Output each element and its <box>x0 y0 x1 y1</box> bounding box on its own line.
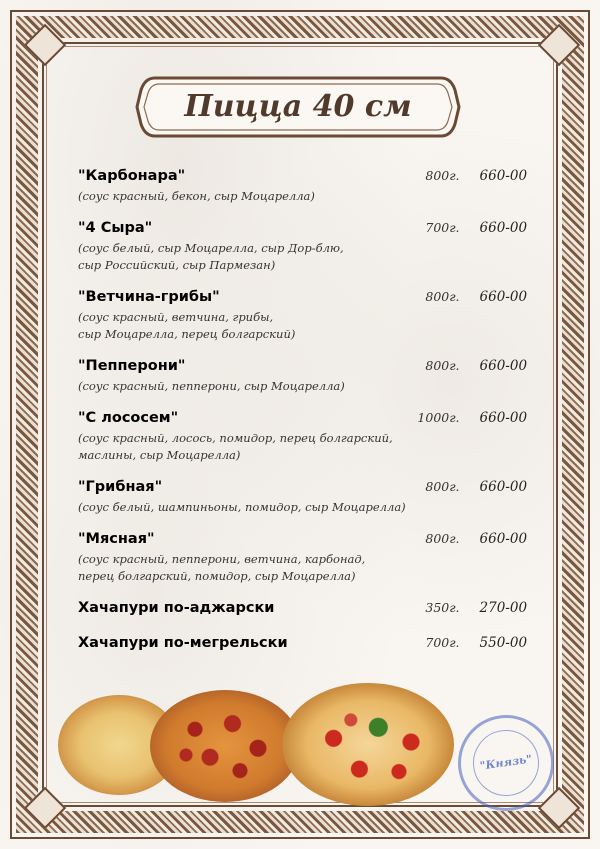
menu-item-weight: 1000г. <box>417 410 460 425</box>
menu-item-price: 660-00 <box>479 289 528 305</box>
menu-item-name: Хачапури по-аджарски <box>78 600 275 616</box>
menu-item-weight: 800г. <box>425 479 460 494</box>
menu-item-weight: 700г. <box>425 220 460 235</box>
menu-item-row <box>78 358 548 378</box>
menu-item-description: (соус красный, ветчина, грибы, <box>78 310 274 324</box>
menu-item-price: 270-00 <box>479 600 528 616</box>
menu-item-description: (соус белый, шампиньоны, помидор, сыр Моцарелла) <box>78 500 406 514</box>
menu-item-price: 660-00 <box>479 220 528 236</box>
menu-item <box>78 410 548 464</box>
menu-item-weight: 350г. <box>425 600 460 615</box>
menu-item-name: Хачапури по-мегрельски <box>78 635 288 651</box>
menu-item-row <box>78 600 548 620</box>
menu-item <box>78 220 548 274</box>
menu-item <box>78 289 548 343</box>
menu-item <box>78 168 548 205</box>
menu-item-description: маслины, сыр Моцарелла) <box>78 448 241 462</box>
menu-item-row <box>78 635 548 655</box>
menu-item-price: 550-00 <box>479 635 528 651</box>
menu-item-description: (соус белый, сыр Моцарелла, сыр Дор-блю, <box>78 241 344 255</box>
menu-item <box>78 358 548 395</box>
menu-item-weight: 800г. <box>425 289 460 304</box>
title-plaque <box>133 68 463 146</box>
menu-item-description: (соус красный, бекон, сыр Моцарелла) <box>78 189 315 203</box>
menu-item-name: "Мясная" <box>78 531 155 547</box>
menu-item-description: (соус красный, пепперони, сыр Моцарелла) <box>78 379 345 393</box>
menu-list <box>78 168 548 670</box>
menu-item-price: 660-00 <box>479 168 528 184</box>
menu-item <box>78 635 548 655</box>
menu-item-row <box>78 479 548 499</box>
menu-item-row <box>78 168 548 188</box>
menu-item <box>78 479 548 516</box>
menu-item-weight: 800г. <box>425 531 460 546</box>
menu-item-name: "Пепперони" <box>78 358 186 374</box>
menu-item-description: перец болгарский, помидор, сыр Моцарелла) <box>78 569 356 583</box>
menu-item-price: 660-00 <box>479 479 528 495</box>
menu-item-price: 660-00 <box>479 410 528 426</box>
page-title: Пицца 40 см <box>184 89 412 124</box>
menu-item-weight: 800г. <box>425 168 460 183</box>
menu-item-row <box>78 220 548 240</box>
menu-item-name: "Карбонара" <box>78 168 186 184</box>
menu-item <box>78 531 548 585</box>
menu-item-name: "4 Сыра" <box>78 220 153 236</box>
stamp-text: "Князь" <box>479 752 533 773</box>
menu-item-description: сыр Российский, сыр Пармезан) <box>78 258 276 272</box>
menu-item-description: (соус красный, лосось, помидор, перец болгарский, <box>78 431 393 445</box>
menu-item-row <box>78 289 548 309</box>
menu-item-row <box>78 410 548 430</box>
pizza-image-pepperoni <box>150 690 300 802</box>
pizza-image-tomato-basil <box>282 683 454 806</box>
menu-item-name: "С лососем" <box>78 410 179 426</box>
menu-item-description: (соус красный, пепперони, ветчина, карбонад, <box>78 552 366 566</box>
menu-item-price: 660-00 <box>479 358 528 374</box>
menu-item-weight: 700г. <box>425 635 460 650</box>
menu-item <box>78 600 548 620</box>
menu-item-name: "Грибная" <box>78 479 163 495</box>
menu-item-price: 660-00 <box>479 531 528 547</box>
menu-item-description: сыр Моцарелла, перец болгарский) <box>78 327 296 341</box>
menu-item-name: "Ветчина-грибы" <box>78 289 220 305</box>
menu-item-row <box>78 531 548 551</box>
menu-item-weight: 800г. <box>425 358 460 373</box>
